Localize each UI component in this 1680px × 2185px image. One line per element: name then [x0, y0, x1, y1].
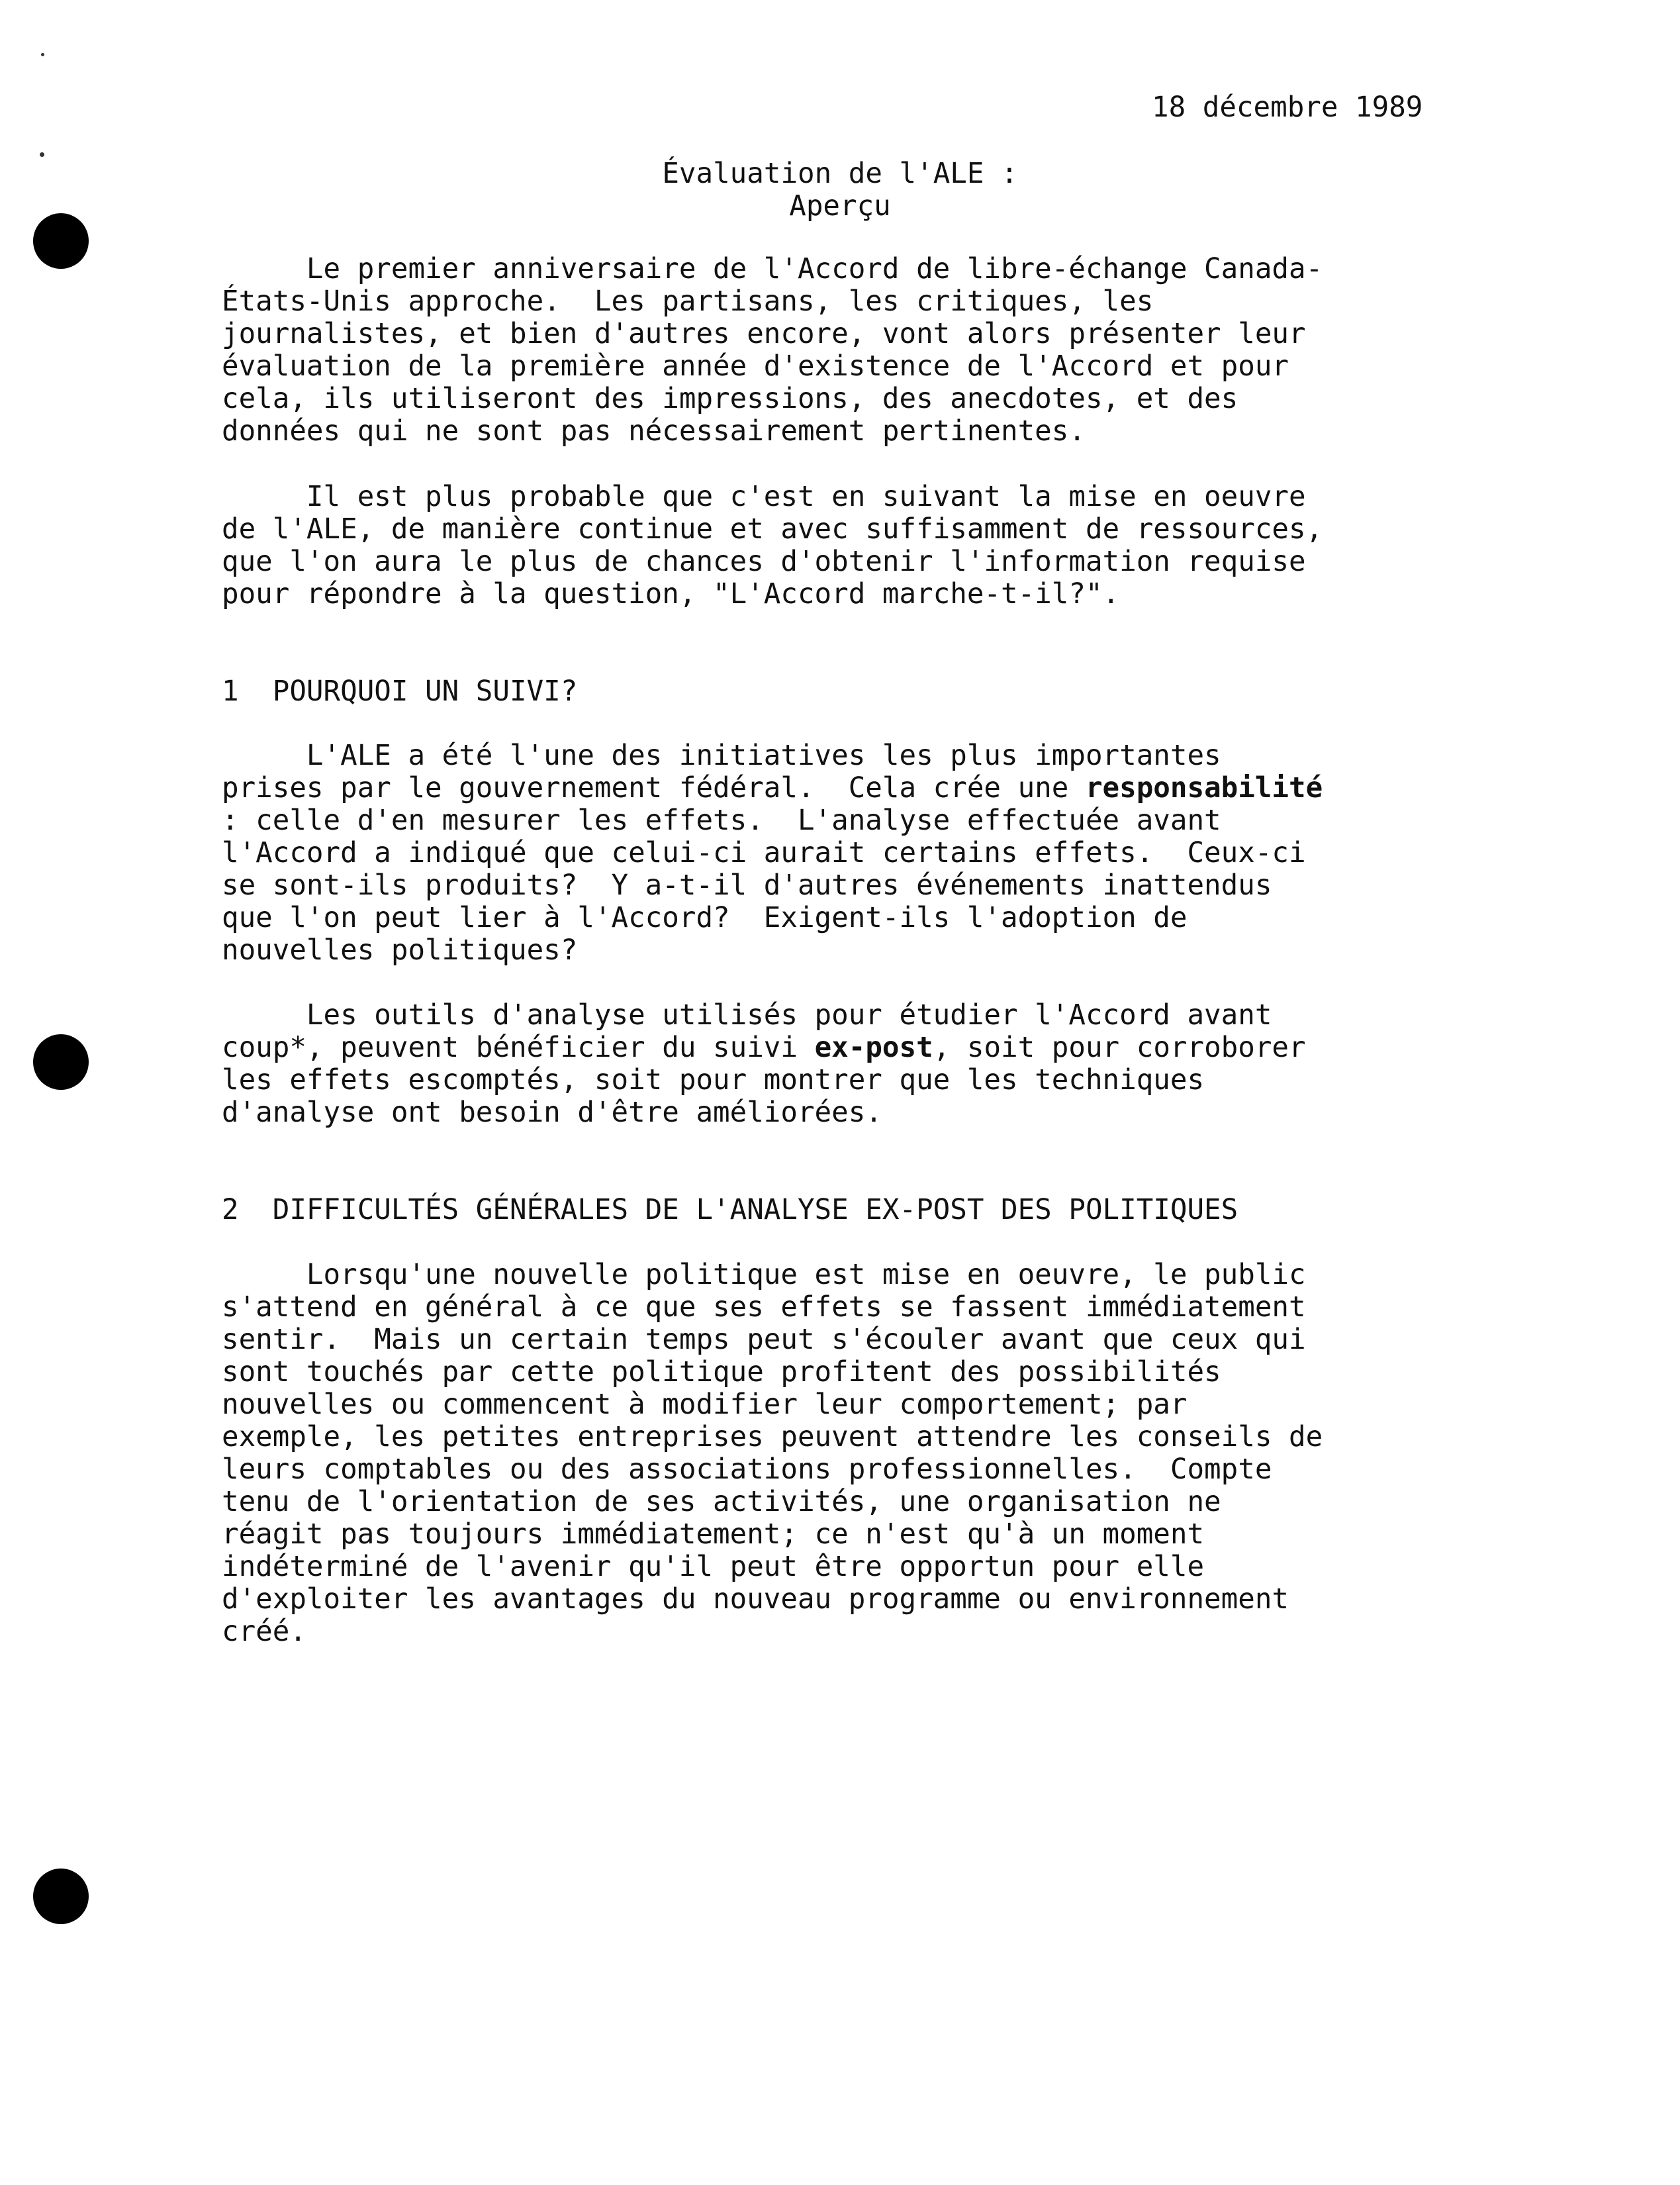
text-line: créé.: [222, 1616, 306, 1648]
text-line: sont touchés par cette politique profitent des possibilités: [222, 1356, 1221, 1388]
document-subtitle: Aperçu: [789, 190, 891, 222]
text-line: tenu de l'orientation de ses activités, une organisation ne: [222, 1486, 1221, 1518]
text-line: nouvelles ou commencent à modifier leur comportement; par: [222, 1388, 1188, 1421]
text-line: pour répondre à la question, "L'Accord marche-t-il?".: [222, 578, 1120, 610]
section-2-heading: 2 DIFFICULTÉS GÉNÉRALES DE L'ANALYSE EX-POST DES POLITIQUES: [222, 1194, 1238, 1226]
text-line: les effets escomptés, soit pour montrer que les techniques: [222, 1064, 1205, 1096]
scan-speck: [40, 152, 44, 157]
text-line: que l'on peut lier à l'Accord? Exigent-ils l'adoption de: [222, 902, 1188, 934]
section-1-paragraph-1: [222, 740, 1493, 967]
section-1-heading: 1 POURQUOI UN SUIVI?: [222, 675, 578, 708]
text-line: d'exploiter les avantages du nouveau programme ou environnement: [222, 1583, 1289, 1616]
text-line: d'analyse ont besoin d'être améliorées.: [222, 1096, 882, 1129]
emphasis-responsabilite: responsabilité: [1085, 772, 1323, 804]
text-run: , soit pour corroborer: [933, 1032, 1306, 1064]
text-line: leurs comptables ou des associations professionnelles. Compte: [222, 1453, 1272, 1486]
text-line: de l'ALE, de manière continue et avec suffisamment de ressources,: [222, 513, 1323, 546]
text-line: données qui ne sont pas nécessairement pertinentes.: [222, 415, 1086, 448]
text-line: se sont-ils produits? Y a-t-il d'autres événements inattendus: [222, 869, 1272, 902]
intro-paragraph-1: [222, 253, 1493, 448]
intro-paragraph-2: [222, 481, 1493, 610]
text-run: coup*, peuvent bénéficier du suivi: [222, 1032, 815, 1064]
text-line: l'Accord a indiqué que celui-ci aurait certains effets. Ceux-ci: [222, 837, 1306, 869]
punch-hole-middle: [33, 1034, 89, 1090]
text-line: L'ALE a été l'une des initiatives les plus importantes: [222, 740, 1221, 772]
text-line: exemple, les petites entreprises peuvent attendre les conseils de: [222, 1421, 1323, 1453]
text-line: que l'on aura le plus de chances d'obtenir l'information requise: [222, 546, 1306, 578]
text-line: journalistes, et bien d'autres encore, vont alors présenter leur: [222, 318, 1306, 350]
text-line: Les outils d'analyse utilisés pour étudier l'Accord avant: [222, 999, 1272, 1032]
punch-hole-bottom: [33, 1869, 89, 1924]
text-line: Lorsqu'une nouvelle politique est mise en oeuvre, le public: [222, 1259, 1306, 1291]
text-line: évaluation de la première année d'existence de l'Accord et pour: [222, 350, 1289, 383]
text-line: réagit pas toujours immédiatement; ce n'est qu'à un moment: [222, 1518, 1205, 1551]
text-line: indéterminé de l'avenir qu'il peut être opportun pour elle: [222, 1551, 1205, 1583]
text-line: [222, 772, 1493, 804]
text-line: Le premier anniversaire de l'Accord de libre-échange Canada-: [222, 253, 1323, 285]
text-line: Il est plus probable que c'est en suivant la mise en oeuvre: [222, 481, 1306, 513]
text-line: [222, 1032, 1493, 1064]
text-line: : celle d'en mesurer les effets. L'analyse effectuée avant: [222, 804, 1221, 837]
text-line: s'attend en général à ce que ses effets se fassent immédiatement: [222, 1291, 1306, 1324]
section-1-paragraph-2: [222, 999, 1493, 1129]
text-line: nouvelles politiques?: [222, 934, 578, 967]
text-line: États-Unis approche. Les partisans, les critiques, les: [222, 285, 1154, 318]
document-title: Évaluation de l'ALE :: [662, 158, 1018, 190]
text-line: sentir. Mais un certain temps peut s'écouler avant que ceux qui: [222, 1324, 1306, 1356]
text-line: cela, ils utiliseront des impressions, des anecdotes, et des: [222, 383, 1238, 415]
scan-speck: [41, 53, 44, 56]
section-2-paragraph-1: [222, 1259, 1493, 1648]
text-run: prises par le gouvernement fédéral. Cela crée une: [222, 772, 1086, 804]
document-date: 18 décembre 1989: [1152, 91, 1423, 124]
emphasis-ex-post: ex-post: [814, 1032, 933, 1064]
